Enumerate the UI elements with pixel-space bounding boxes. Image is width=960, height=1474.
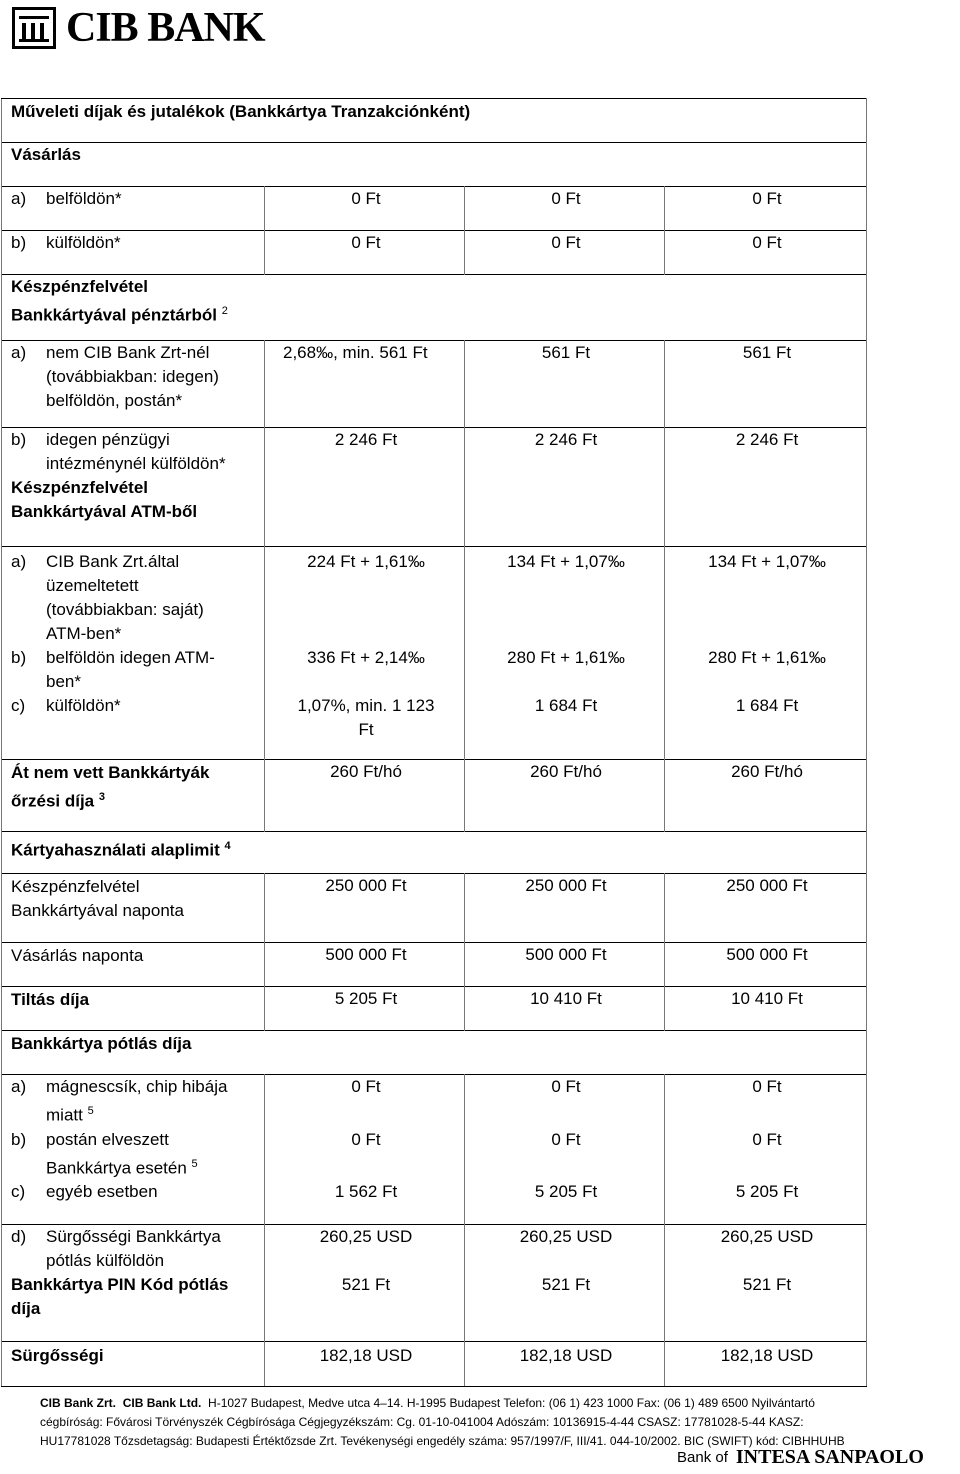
table-row	[2, 187, 867, 231]
table-title: Műveleti díjak és jutalékok (Bankkártya Tranzakciónként)	[2, 99, 867, 143]
fee-value: 250 000 Ft	[665, 874, 867, 943]
fee-value: 0 Ft	[465, 1075, 665, 1128]
section-label-potlas: Bankkártya pótlás díja	[2, 1031, 867, 1075]
row-label: b) belföldön idegen ATM- ben*	[2, 646, 265, 694]
fee-value: 0 Ft	[265, 187, 465, 231]
table-row	[2, 341, 867, 428]
row-label: a) mágnescsík, chip hibája miatt $^5$	[2, 1075, 265, 1128]
row-label: a) CIB Bank Zrt.által üzemeltetett (továbbiakban: saját) ATM-ben*	[2, 546, 265, 646]
fee-value: 1 684 Ft	[665, 694, 867, 760]
row-label: Bankkártya PIN Kód pótlás díja	[2, 1273, 265, 1342]
fee-value: 260,25 USD	[665, 1224, 867, 1273]
fee-value: 2 246 Ft	[665, 428, 867, 525]
intesa-sanpaolo-logo-text: INTESA SANPAOLO	[735, 1446, 924, 1468]
fee-value: 280 Ft + 1,61‰	[465, 646, 665, 694]
fee-value: 0 Ft	[665, 1128, 867, 1181]
row-label: a) belföldön*	[2, 187, 265, 231]
row-label: b) postán elveszett Bankkártya esetén $^5$	[2, 1128, 265, 1181]
row-label: Vásárlás naponta	[2, 943, 265, 987]
table-row	[2, 1031, 867, 1075]
fee-value: 500 000 Ft	[465, 943, 665, 987]
row-label: b) idegen pénzügyi intézménynél külföldön* Készpénzfelvétel Bankkártyával ATM-ből	[2, 428, 265, 525]
table-row	[2, 694, 867, 760]
fee-value: 250 000 Ft	[265, 874, 465, 943]
table-row	[2, 428, 867, 525]
section-label-penztar: Készpénzfelvétel Bankkártyával pénztárból $^2$	[2, 275, 867, 341]
section-label-vasarlas: Vásárlás	[2, 143, 867, 187]
row-label: Készpénzfelvétel Bankkártyával naponta	[2, 874, 265, 943]
fee-value: 5 205 Ft	[265, 987, 465, 1031]
fee-value: 0 Ft	[665, 1075, 867, 1128]
table-row	[2, 987, 867, 1031]
fee-value: 1,07%, min. 1 123 Ft	[265, 694, 465, 760]
table-row	[2, 524, 867, 546]
fee-value: 0 Ft	[465, 1128, 665, 1181]
row-label: c) egyéb esetben	[2, 1180, 265, 1224]
bank-of-label: Bank of	[677, 1449, 728, 1466]
row-label: d) Sürgősségi Bankkártya pótlás külföldön	[2, 1224, 265, 1273]
fee-value: 260,25 USD	[465, 1224, 665, 1273]
fee-value: 561 Ft	[465, 341, 665, 428]
row-label: Sürgősségi	[2, 1342, 265, 1387]
table-row	[2, 275, 867, 341]
fee-value: 0 Ft	[665, 231, 867, 275]
fee-value: 260 Ft/hó	[465, 760, 665, 832]
fee-value: 260 Ft/hó	[665, 760, 867, 832]
intesa-logo	[677, 1446, 924, 1469]
fee-value: 0 Ft	[465, 187, 665, 231]
table-row	[2, 1180, 867, 1224]
row-label: Tiltás díja	[2, 987, 265, 1031]
fee-value: 521 Ft	[265, 1273, 465, 1342]
fee-value: 260 Ft/hó	[265, 760, 465, 832]
row-label: Át nem vett Bankkártyák őrzési díja $^3$	[2, 760, 265, 832]
table-row	[2, 546, 867, 646]
table-row	[2, 832, 867, 874]
fee-value: 5 205 Ft	[465, 1180, 665, 1224]
table-row	[2, 943, 867, 987]
fee-value: 0 Ft	[265, 231, 465, 275]
fee-value: 260,25 USD	[265, 1224, 465, 1273]
cib-bank-logo	[12, 6, 265, 50]
fee-table	[1, 98, 867, 1387]
fee-value: 561 Ft	[665, 341, 867, 428]
fee-value: 0 Ft	[665, 187, 867, 231]
row-label: a) nem CIB Bank Zrt-nél (továbbiakban: idegen) belföldön, postán*	[2, 341, 265, 428]
fee-value: 250 000 Ft	[465, 874, 665, 943]
fee-value: 182,18 USD	[665, 1342, 867, 1387]
table-row	[2, 99, 867, 143]
fee-value: 2 246 Ft	[265, 428, 465, 525]
fee-value: 0 Ft	[265, 1128, 465, 1181]
fee-value: 10 410 Ft	[665, 987, 867, 1031]
table-row	[2, 1224, 867, 1273]
section-label-limit: Kártyahasználati alaplimit $^4$	[2, 832, 867, 874]
table-row	[2, 1075, 867, 1128]
fee-value: 134 Ft + 1,07‰	[465, 546, 665, 646]
table-row	[2, 646, 867, 694]
section-label-atm: Készpénzfelvétel	[11, 478, 148, 497]
fee-value: 1 684 Ft	[465, 694, 665, 760]
bank-building-icon	[12, 7, 56, 49]
fee-value: 0 Ft	[465, 231, 665, 275]
table-row	[2, 143, 867, 187]
footer	[40, 1394, 960, 1451]
table-row	[2, 760, 867, 832]
fee-value: 2,68‰, min. 561 Ft	[265, 341, 465, 428]
footer-line: cégbíróság: Fővárosi Törvényszék Cégbírósága Cégjegyzékszám: Cg. 01-10-041004 Adószám: 10136915-4-44 CSASZ: 17781028-5-44 KASZ:	[40, 1415, 804, 1429]
fee-value: 336 Ft + 2,14‰	[265, 646, 465, 694]
table-row	[2, 1273, 867, 1342]
table-row	[2, 1342, 867, 1387]
fee-value: 2 246 Ft	[465, 428, 665, 525]
table-row	[2, 874, 867, 943]
fee-value: 521 Ft	[665, 1273, 867, 1342]
table-row	[2, 1128, 867, 1181]
fee-value: 5 205 Ft	[665, 1180, 867, 1224]
fee-value: 500 000 Ft	[265, 943, 465, 987]
logo-text: CIB BANK	[66, 5, 265, 51]
fee-value: 0 Ft	[265, 1075, 465, 1128]
fee-value: 500 000 Ft	[665, 943, 867, 987]
table-row	[2, 231, 867, 275]
fee-value: 1 562 Ft	[265, 1180, 465, 1224]
fee-value: 182,18 USD	[465, 1342, 665, 1387]
fee-value: 280 Ft + 1,61‰	[665, 646, 867, 694]
fee-value: 134 Ft + 1,07‰	[665, 546, 867, 646]
fee-value: 521 Ft	[465, 1273, 665, 1342]
row-label: c) külföldön*	[2, 694, 265, 760]
fee-value: 224 Ft + 1,61‰	[265, 546, 465, 646]
fee-value: 10 410 Ft	[465, 987, 665, 1031]
fee-value: 182,18 USD	[265, 1342, 465, 1387]
row-label: b) külföldön*	[2, 231, 265, 275]
footer-line: CIB Bank Zrt. CIB Bank Ltd. H-1027 Budapest, Medve utca 4–14. H-1995 Budapest Telefon: (06 1) 423 1000 Fax: (06 1) 489 6500 Nyilvántartó	[40, 1396, 815, 1410]
footer-line: HU17781028 Tőzsdetagság: Budapesti Értéktőzsde Zrt. Tevékenységi engedély száma: 957/1997/F, III/41. 044-10/2002. BIC (SWIFT) kód: CIBHHUHB	[40, 1434, 845, 1448]
